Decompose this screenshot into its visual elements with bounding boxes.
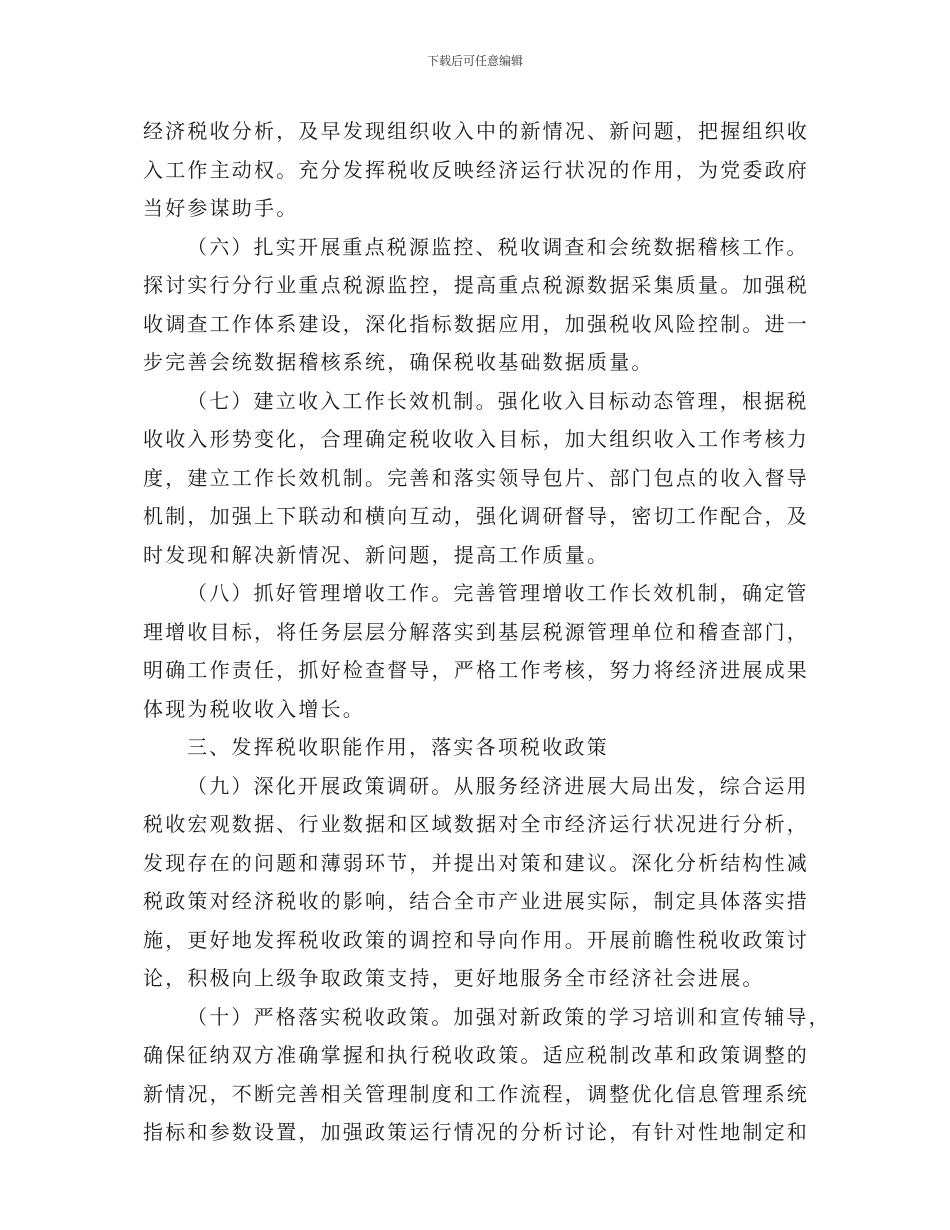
- text-line: 入工作主动权。充分发挥税收反映经济运行状况的作用，为党委政府: [143, 157, 809, 182]
- text-line: 时发现和解决新情况、新问题，提高工作质量。: [143, 542, 610, 567]
- text-line: 三、发挥税收职能作用，落实各项税收政策: [187, 735, 609, 759]
- text-line: （十）严格落实税收政策。加强对新政策的学习培训和宣传辅导，: [187, 1004, 831, 1029]
- text-line: 体现为税收收入增长。: [143, 696, 365, 721]
- page-header: 下载后可任意编辑: [426, 54, 523, 68]
- text-line: （九）深化开展政策调研。从服务经济进展大局出发，综合运用: [187, 773, 809, 798]
- text-line: 度，建立工作长效机制。完善和落实领导包片、部门包点的收入督导: [143, 465, 809, 490]
- text-line: 当好参谋助手。: [143, 196, 299, 220]
- text-line: 步完善会统数据稽核系统，确保税收基础数据质量。: [143, 350, 654, 374]
- text-line: 施，更好地发挥税收政策的调控和导向作用。开展前瞻性税收政策讨: [143, 927, 809, 952]
- document-body: [143, 112, 831, 1152]
- text-line: 指标和参数设置，加强政策运行情况的分析讨论，有针对性地制定和: [143, 1120, 809, 1144]
- text-line: 明确工作责任，抓好检查督导，严格工作考核，努力将经济进展成果: [143, 658, 809, 682]
- text-line: 论，积极向上级争取政策支持，更好地服务全市经济社会进展。: [143, 966, 765, 990]
- text-line: 理增收目标，将任务层层分解落实到基层税源管理单位和稽查部门，: [143, 619, 809, 644]
- text-line: 机制，加强上下联动和横向互动，强化调研督导，密切工作配合，及: [143, 504, 809, 528]
- text-line: （六）扎实开展重点税源监控、税收调查和会统数据稽核工作。: [187, 234, 809, 259]
- text-line: 税政策对经济税收的影响，结合全市产业进展实际，制定具体落实措: [143, 889, 809, 913]
- text-line: 经济税收分析，及早发现组织收入中的新情况、新问题，把握组织收: [143, 119, 809, 143]
- text-line: 收调查工作体系建设，深化指标数据应用，加强税收风险控制。进一: [143, 311, 809, 336]
- text-line: （七）建立收入工作长效机制。强化收入目标动态管理，根据税: [187, 388, 809, 413]
- text-line: 税收宏观数据、行业数据和区域数据对全市经济运行状况进行分析，: [143, 812, 809, 836]
- text-line: （八）抓好管理增收工作。完善管理增收工作长效机制，确定管: [187, 581, 809, 605]
- text-line: 确保征纳双方准确掌握和执行税收政策。适应税制改革和政策调整的: [143, 1043, 809, 1067]
- text-line: 新情况，不断完善相关管理制度和工作流程，调整优化信息管理系统: [143, 1081, 809, 1106]
- text-line: 收收入形势变化，合理确定税收收入目标，加大组织收入工作考核力: [143, 427, 809, 451]
- text-line: 探讨实行分行业重点税源监控，提高重点税源数据采集质量。加强税: [143, 273, 809, 297]
- text-line: 发现存在的问题和薄弱环节，并提出对策和建议。深化分析结构性减: [143, 850, 809, 875]
